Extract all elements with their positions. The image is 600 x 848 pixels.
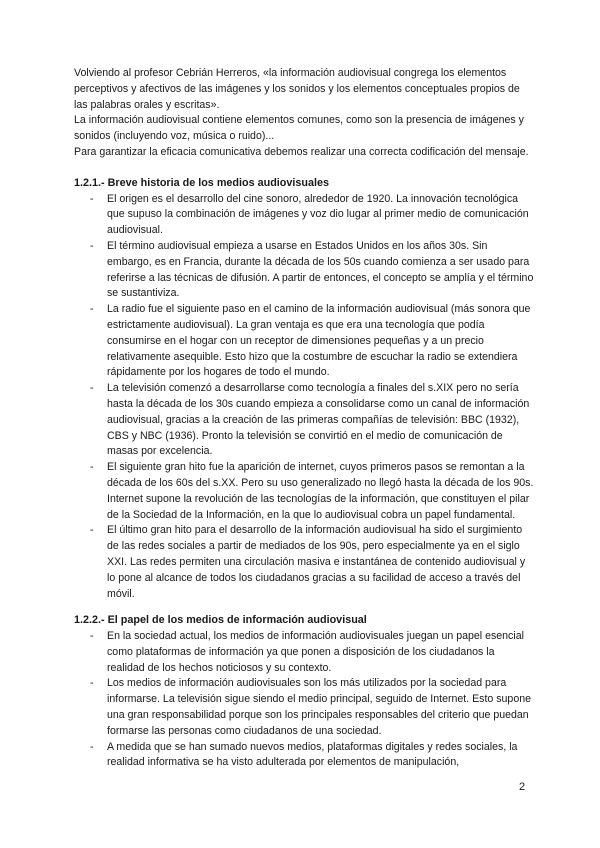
bullet-dash: - xyxy=(90,303,94,316)
section-title-history: 1.2.1.- Breve historia de los medios audiovisuales xyxy=(74,176,330,189)
bullet-dash: - xyxy=(90,524,94,537)
list-item-text: Los medios de información audiovisuales son los más utilizados por la sociedad para informarse. La televisión sigue siendo el medio principal, seguido de Internet. Esto supone una gran responsabilidad porque son los principales responsables del criterio que puedan formarse las personas como ciudadanos de una sociedad. xyxy=(107,677,532,737)
intro-paragraph-2: La información audiovisual contiene elementos comunes, como son la presencia de imágenes y sonidos (incluyendo voz, música o ruido)... xyxy=(74,114,524,143)
bullet-dash: - xyxy=(90,740,94,753)
bullet-dash: - xyxy=(90,461,94,474)
bullet-dash: - xyxy=(90,239,94,252)
list-item-text: El término audiovisual empieza a usarse en Estados Unidos en los años 30s. Sin embargo, es en Francia, durante la década de los 50s cuando comienza a ser usado para referirse a las técnicas de difusión. A partir de entonces, el concepto se amplía y el término se sustantiviza. xyxy=(107,239,534,300)
list-item xyxy=(74,381,534,460)
page-content xyxy=(74,66,534,771)
list-item-text: El siguiente gran hito fue la aparición de internet, cuyos primeros pasos se remontan a la década de los 60s del s.XX. Pero su uso generalizado no llegó hasta la década de los 90s. Internet supone la revolución de las tecnologías de la información, que constituyen el pilar de la Sociedad de la Información, en la que lo audiovisual cobra un papel fundamental. xyxy=(107,461,534,521)
list-item-text: La televisión comenzó a desarrollarse como tecnología a finales del s.XIX pero no sería hasta la década de los 30s cuando empieza a consolidarse como un canal de información audiovisual, gracias a la creación de las primeras compañías de televisión: BBC (1932), CBS y NBC (1936). Pronto la televisión se convirtió en el medio de comunicación de masas por excelencia. xyxy=(107,382,530,458)
bullet-dash: - xyxy=(90,192,94,205)
list-item-text: El origen es el desarrollo del cine sonoro, alrededor de 1920. La innovación tecnológica que supuso la combinación de imágenes y voz dio lugar al primer medio de comunicación audiovisual. xyxy=(107,192,529,237)
intro-paragraph-3: Para garantizar la eficacia comunicativa debemos realizar una correcta codificación del mensaje. xyxy=(74,145,529,158)
list-item xyxy=(74,460,534,523)
section-title-role: 1.2.2.- El papel de los medios de información audiovisual xyxy=(74,614,367,627)
list-item xyxy=(74,523,534,602)
list-item-text: A medida que se han sumado nuevos medios, plataformas digitales y redes sociales, la realidad informativa se ha visto adulterada por elementos de manipulación, xyxy=(107,740,518,769)
list-item-text: En la sociedad actual, los medios de información audiovisuales juegan un papel esencial como plataformas de información ya que ponen a disposición de los ciudadanos la realidad de los hechos noticiosos y su contexto. xyxy=(107,630,524,674)
intro-paragraph-1: Volviendo al profesor Cebrián Herreros, «la información audiovisual congrega los elementos perceptivos y afectivos de las imágenes y los sonidos y los elementos conceptuales propios de las palabras orales y escritas». xyxy=(74,67,520,111)
bullet-dash: - xyxy=(90,382,94,395)
role-list xyxy=(74,629,534,771)
list-item-text: El último gran hito para el desarrollo de la información audiovisual ha sido el surgimiento de las redes sociales a partir de mediados de los 90s, pero especialmente ya en el siglo XXI. Las redes permiten una circulación masiva e instantánea de contenido audiovisual y lo pone al alcance de todos los ciudadanos gracias a su facilidad de acceso a través del móvil. xyxy=(107,524,526,600)
list-item xyxy=(74,629,534,676)
bullet-dash: - xyxy=(90,677,94,690)
list-item xyxy=(74,740,534,772)
history-list xyxy=(74,192,534,603)
list-item-text: La radio fue el siguiente paso en el camino de la información audiovisual (más sonora que estrictamente audiovisual). La gran ventaja es que era una tecnología que podía consumirse en el hogar con un receptor de dimensiones pequeñas y a un precio relativamente asequible. Esto hizo que la costumbre de escuchar la radio se extendiera rápidamente por los hogares de todo el mundo. xyxy=(107,303,531,379)
page-number: 2 xyxy=(519,781,526,793)
list-item xyxy=(74,676,534,739)
list-item xyxy=(74,302,534,381)
bullet-dash: - xyxy=(90,630,94,643)
list-item xyxy=(74,192,534,239)
list-item xyxy=(74,239,534,302)
